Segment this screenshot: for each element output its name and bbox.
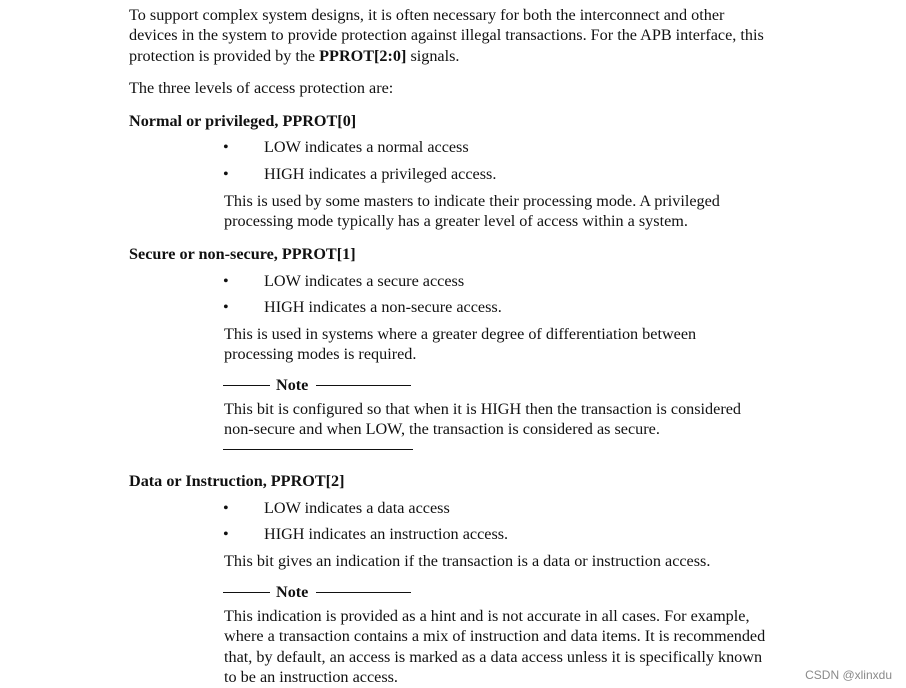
- levels-intro: The three levels of access protection are:: [129, 79, 394, 97]
- signal-name: PPROT[2:0]: [319, 46, 407, 65]
- section-heading-secure: Secure or non-secure, PPROT[1]: [129, 245, 356, 263]
- bullet-marker: •: [223, 499, 229, 517]
- note-header: [223, 582, 411, 602]
- note-rule: [223, 592, 270, 593]
- note-text: This indication is provided as a hint and is not accurate in all cases. For example, where a transaction contains a mix of instruction and data items. It is recommended that, by default, an access is marked as a data access unless it is specifically known to be an instruction access.: [224, 607, 766, 687]
- section-heading-data-instruction: Data or Instruction, PPROT[2]: [129, 472, 345, 490]
- note-rule: [316, 592, 411, 593]
- bullet-marker: •: [223, 298, 229, 316]
- intro-paragraph: [129, 5, 769, 66]
- bullet-item: HIGH indicates a privileged access.: [264, 165, 497, 183]
- bullet-item: HIGH indicates a non-secure access.: [264, 298, 502, 316]
- section-paragraph: This bit gives an indication if the transaction is a data or instruction access.: [224, 552, 711, 570]
- bullet-marker: •: [223, 272, 229, 290]
- watermark: CSDN @xlinxdu: [805, 668, 892, 682]
- bullet-item: LOW indicates a normal access: [264, 138, 469, 156]
- note-label: Note: [276, 376, 309, 394]
- section-paragraph: This is used by some masters to indicate their processing mode. A privileged processing mode typically has a greater level of access within a system.: [224, 192, 720, 231]
- note-rule: [223, 385, 270, 386]
- note-label: Note: [276, 583, 309, 601]
- intro-text-before: To support complex system designs, it is often necessary for both the interconnect and other devices in the system to provide protection against illegal transactions. For the APB interface, this protection is provided by the: [129, 6, 764, 65]
- intro-text-after: signals.: [406, 46, 460, 65]
- bullet-marker: •: [223, 165, 229, 183]
- bullet-item: HIGH indicates an instruction access.: [264, 525, 509, 543]
- bullet-marker: •: [223, 525, 229, 543]
- bullet-item: LOW indicates a data access: [264, 499, 450, 517]
- section-heading-privileged: Normal or privileged, PPROT[0]: [129, 112, 357, 130]
- section-paragraph: This is used in systems where a greater degree of differentiation between processing modes is required.: [224, 325, 697, 364]
- note-end-rule: [223, 449, 413, 450]
- note-rule: [316, 385, 411, 386]
- note-text: This bit is configured so that when it is HIGH then the transaction is considered non-secure and when LOW, the transaction is considered as secure.: [224, 400, 741, 439]
- bullet-marker: •: [223, 138, 229, 156]
- bullet-item: LOW indicates a secure access: [264, 272, 465, 290]
- note-header: [223, 375, 411, 395]
